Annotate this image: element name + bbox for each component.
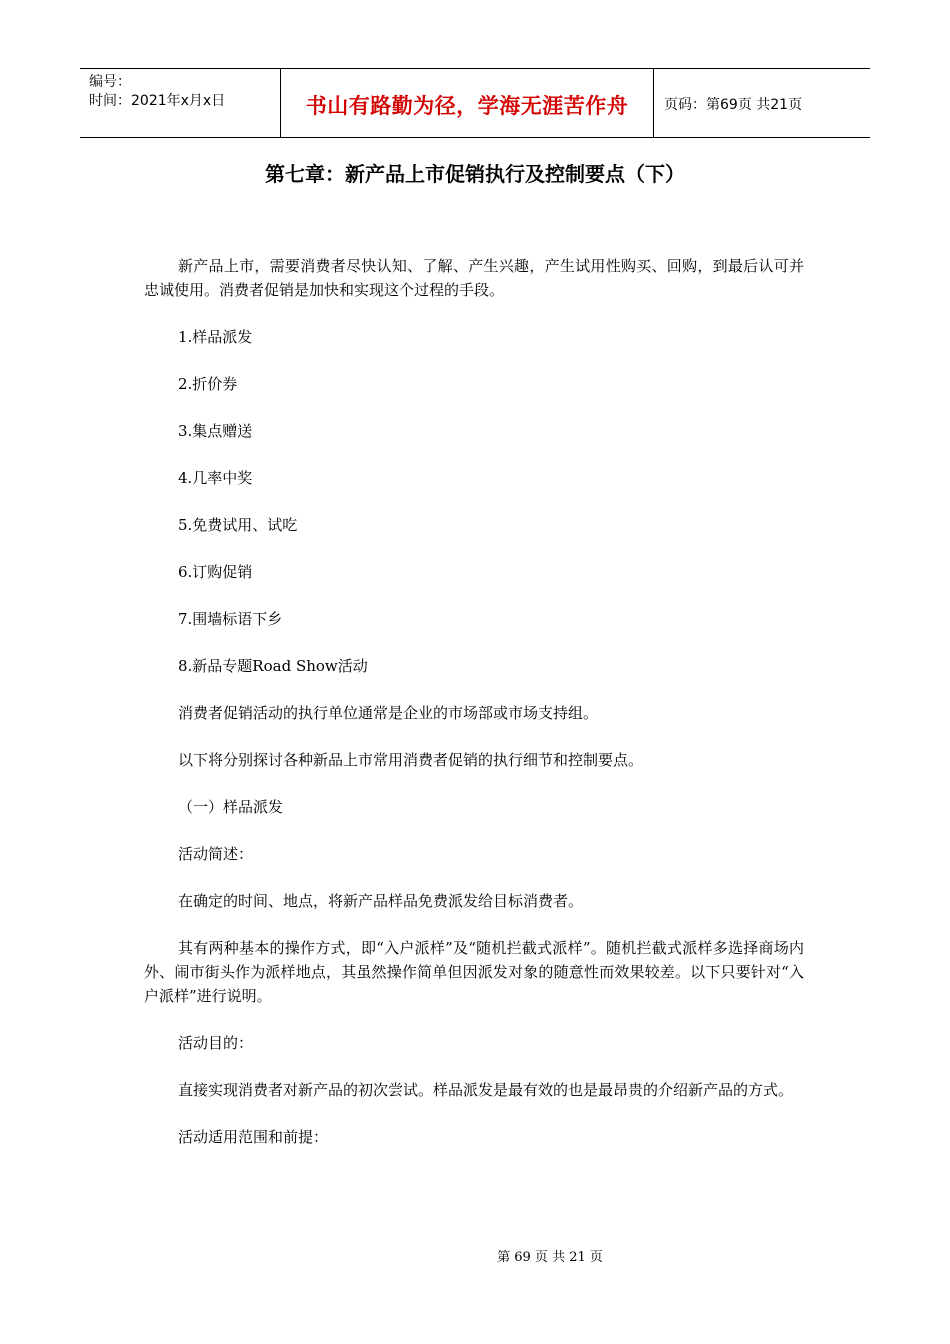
paragraph: 以下将分别探讨各种新品上市常用消费者促销的执行细节和控制要点。 <box>178 751 644 769</box>
header-meta <box>80 69 281 137</box>
subheading: 活动适用范围和前提： <box>178 1128 329 1146</box>
list-item: 1.样品派发 <box>178 328 253 346</box>
paragraph: 在确定的时间、地点，将新产品样品免费派发给目标消费者。 <box>178 892 584 910</box>
list-item: 6.订购促销 <box>178 563 253 581</box>
subheading: 活动简述： <box>178 845 254 863</box>
document-number-label: 编号： <box>89 74 131 90</box>
chapter-title: 第七章：新产品上市促销执行及控制要点（下） <box>265 162 685 186</box>
page-header <box>80 68 870 138</box>
paragraph: 新产品上市，需要消费者尽快认知、了解、产生兴趣，产生试用性购买、回购，到最后认可并忠诚使用。消费者促销是加快和实现这个过程的手段。 <box>144 257 804 299</box>
list-item: 4.几率中奖 <box>178 469 253 487</box>
header-page-number: 页码：第69页 共21页 <box>664 97 803 113</box>
list-item: 5.免费试用、试吃 <box>178 516 298 534</box>
document-time-label: 时间：2021年x月x日 <box>89 93 226 109</box>
list-item: 3.集点赠送 <box>178 422 253 440</box>
paragraph: 消费者促销活动的执行单位通常是企业的市场部或市场支持组。 <box>178 704 599 722</box>
section-heading: （一）样品派发 <box>178 798 284 816</box>
header-motto: 书山有路勤为径，学海无涯苦作舟 <box>281 69 654 137</box>
document-body <box>144 254 804 1172</box>
list-item: 2.折价券 <box>178 375 238 393</box>
page-footer: 第 69 页 共 21 页 <box>497 1250 603 1265</box>
subheading: 活动目的： <box>178 1034 254 1052</box>
list-item: 7.围墙标语下乡 <box>178 610 283 628</box>
paragraph: 其有两种基本的操作方式，即“入户派样”及“随机拦截式派样”。随机拦截式派样多选择商场内外、闹市街头作为派样地点，其虽然操作简单但因派发对象的随意性而效果较差。以下只要针对“入户派样”进行说明。 <box>144 939 804 1005</box>
list-item: 8.新品专题Road Show活动 <box>178 657 368 675</box>
paragraph: 直接实现消费者对新产品的初次尝试。样品派发是最有效的也是最昂贵的介绍新产品的方式。 <box>178 1081 794 1099</box>
